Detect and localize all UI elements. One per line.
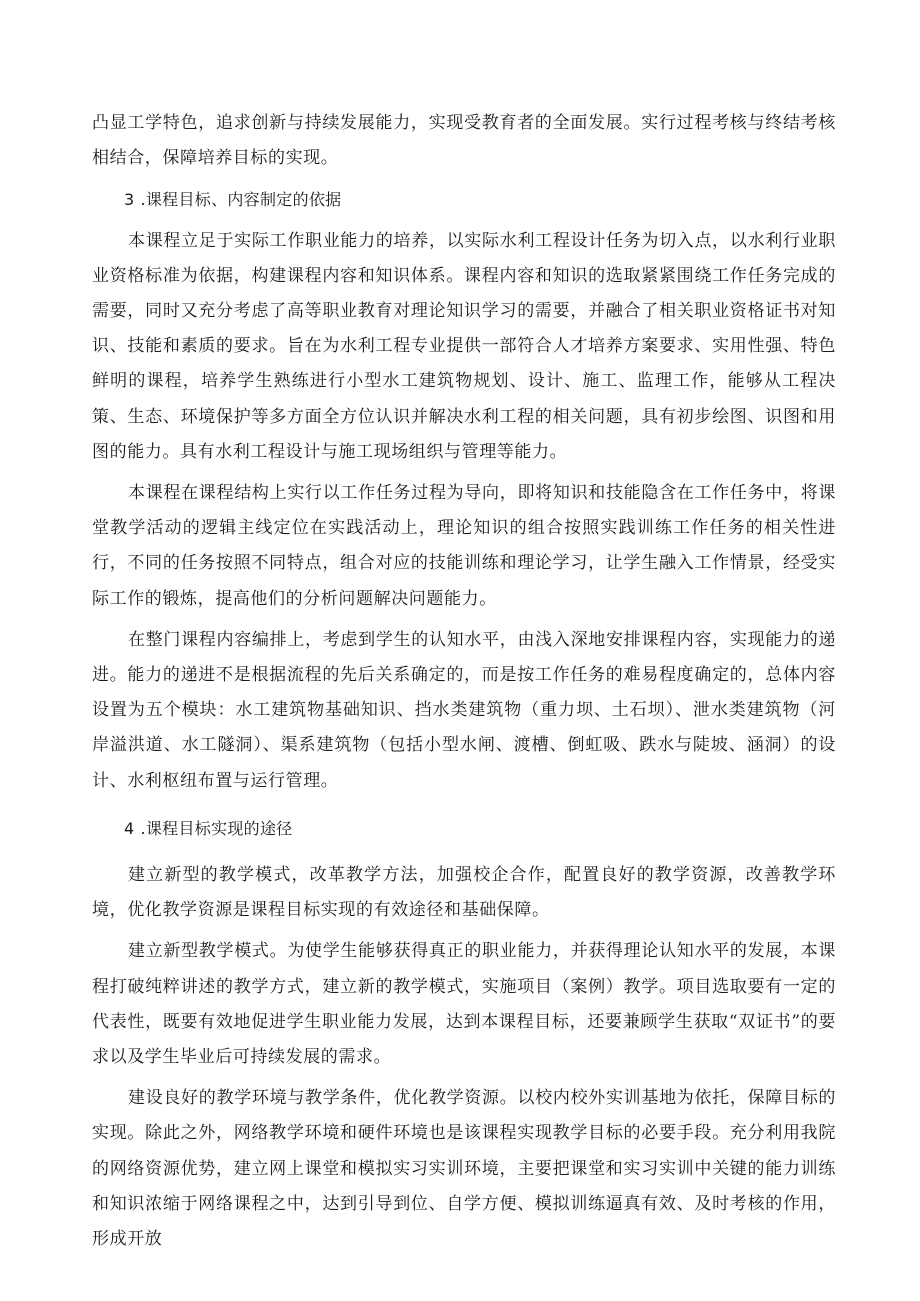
paragraph-teaching-environment: 建设良好的教学环境与教学条件，优化教学资源。以校内校外实训基地为依托，保障目标的实现。除此之外，网络教学环境和硬件环境也是该课程实现教学目标的必要手段。充分利用我院的网络资源优势，建立网上课堂和模拟实习实训环境，主要把课堂和实习实训中关键的能力训练和知识浓缩于网络课程之中，达到引导到位、自学方便、模拟训练逼真有效、及时考核的作用，形成开放 [92, 1088, 836, 1250]
paragraph-intro-continuation: 凸显工学特色，追求创新与持续发展能力，实现受教育者的全面发展。实行过程考核与终结考核相结合，保障培养目标的实现。 [92, 113, 836, 169]
paragraph-course-structure: 本课程在课程结构上实行以工作任务过程为导向，即将知识和技能隐含在工作任务中，将课堂教学活动的逻辑主线定位在实践活动上，理论知识的组合按照实践训练工作任务的相关性进行，不同的任务按照不同特点，组合对应的技能训练和理论学习，让学生融入工作情景，经受实际工作的锻炼，提高他们的分析问题解决问题能力。 [92, 483, 836, 609]
paragraph-content-modules: 在整门课程内容编排上，考虑到学生的认知水平，由浅入深地安排课程内容，实现能力的递进。能力的递进不是根据流程的先后关系确定的，而是按工作任务的难易程度确定的，总体内容设置为五个模块：水工建筑物基础知识、挡水类建筑物（重力坝、土石坝）、泄水类建筑物（河岸溢洪道、水工隧洞）、渠系建筑物（包括小型水闸、渡槽、倒虹吸、跌水与陡坡、涵洞）的设计、水利枢纽布置与运行管理。 [92, 629, 836, 791]
paragraph-new-teaching-mode: 建立新型教学模式。为使学生能够获得真正的职业能力，并获得理论认知水平的发展，本课程打破纯粹讲述的教学方式，建立新的教学模式，实施项目（案例）教学。项目选取要有一定的代表性，既要有效地促进学生职业能力发展，达到本课程目标，还要兼顾学生获取“双证书”的要求以及学生毕业后可持续发展的需求。 [92, 941, 836, 1068]
section-heading-3 [92, 182, 836, 217]
section-number: 3 [124, 190, 135, 210]
section-heading-4 [92, 811, 836, 846]
paragraph-teaching-mode-overview: 建立新型的教学模式，改革教学方法，加强校企合作，配置良好的教学资源，改善教学环境，优化教学资源是课程目标实现的有效途径和基础保障。 [92, 865, 836, 921]
section-number: 4 [124, 818, 135, 838]
section-title: .课程目标、内容制定的依据 [140, 190, 342, 210]
paragraph-course-basis: 本课程立足于实际工作职业能力的培养，以实际水利工程设计任务为切入点，以水利行业职业资格标准为依据，构建课程内容和知识体系。课程内容和知识的选取紧紧围绕工作任务完成的需要，同时又充分考虑了高等职业教育对理论知识学习的需要，并融合了相关职业资格证书对知识、技能和素质的要求。旨在为水利工程专业提供一部符合人才培养方案要求、实用性强、特色鲜明的课程，培养学生熟练进行小型水工建筑物规划、设计、施工、监理工作，能够从工程决策、生态、环境保护等多方面全方位认识并解决水利工程的相关问题，具有初步绘图、识图和用图的能力。具有水利工程设计与施工现场组织与管理等能力。 [92, 230, 836, 462]
section-title: .课程目标实现的途径 [140, 818, 293, 838]
document-body [92, 106, 836, 1257]
